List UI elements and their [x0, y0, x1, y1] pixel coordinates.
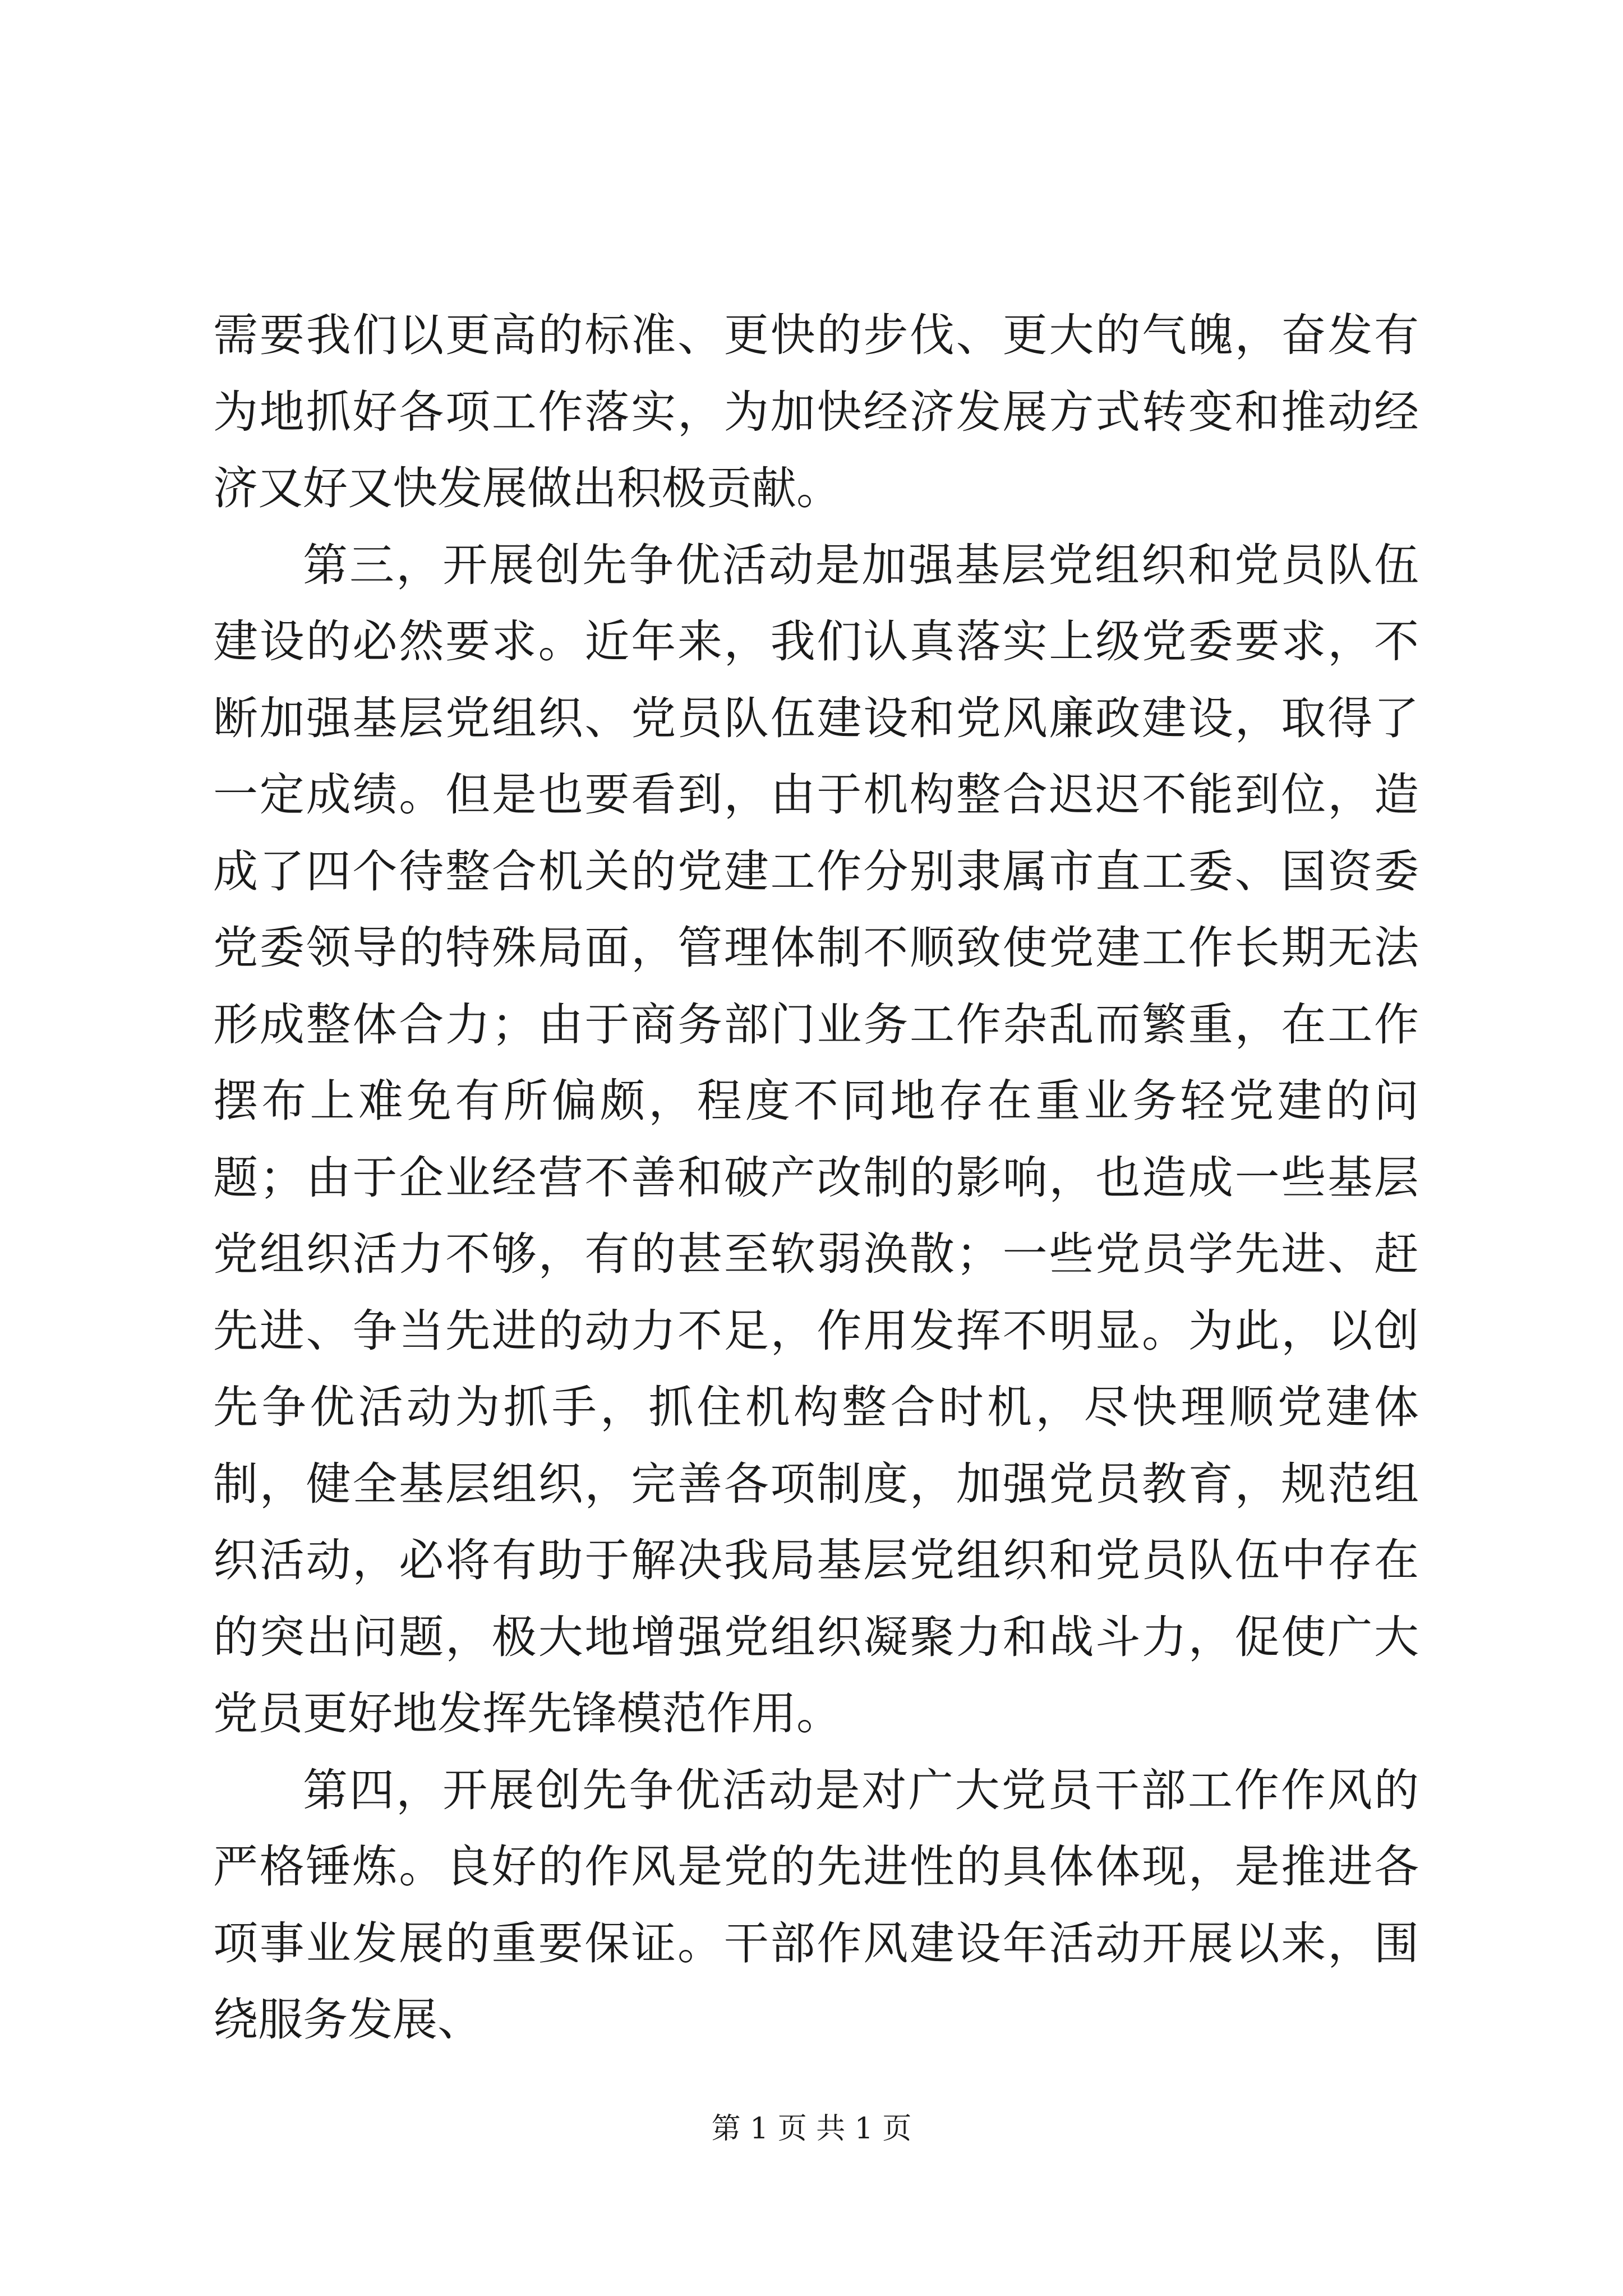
- document-body: [213, 297, 1419, 2059]
- page-number-label: 第 1 页 共 1 页: [711, 2112, 912, 2146]
- paragraph-continuation: 需要我们以更高的标准、更快的步伐、更大的气魄，奋发有为地抓好各项工作落实，为加快经济发展方式转变和推动经济又好又快发展做出积极贡献。: [213, 309, 1419, 514]
- paragraph-fourth-point: 第四，开展创先争优活动是对广大党员干部工作作风的严格锤炼。良好的作风是党的先进性的具体体现，是推进各项事业发展的重要保证。干部作风建设年活动开展以来，围绕服务发展、: [213, 1764, 1419, 2046]
- page-footer: [0, 2109, 1623, 2148]
- paragraph-third-point: 第三，开展创先争优活动是加强基层党组织和党员队伍建设的必然要求。近年来，我们认真落实上级党委要求，不断加强基层党组织、党员队伍建设和党风廉政建设，取得了一定成绩。但是也要看到，由于机构整合迟迟不能到位，造成了四个待整合机关的党建工作分别隶属市直工委、国资委党委领导的特殊局面，管理体制不顺致使党建工作长期无法形成整体合力；由于商务部门业务工作杂乱而繁重，在工作摆布上难免有所偏颇，程度不同地存在重业务轻党建的问题；由于企业经营不善和破产改制的影响，也造成一些基层党组织活力不够，有的甚至软弱涣散；一些党员学先进、赶先进、争当先进的动力不足，作用发挥不明显。为此，以创先争优活动为抓手，抓住机构整合时机，尽快理顺党建体制，健全基层组织，完善各项制度，加强党员教育，规范组织活动，必将有助于解决我局基层党组织和党员队伍中存在的突出问题，极大地增强党组织凝聚力和战斗力，促使广大党员更好地发挥先锋模范作用。: [213, 539, 1419, 1740]
